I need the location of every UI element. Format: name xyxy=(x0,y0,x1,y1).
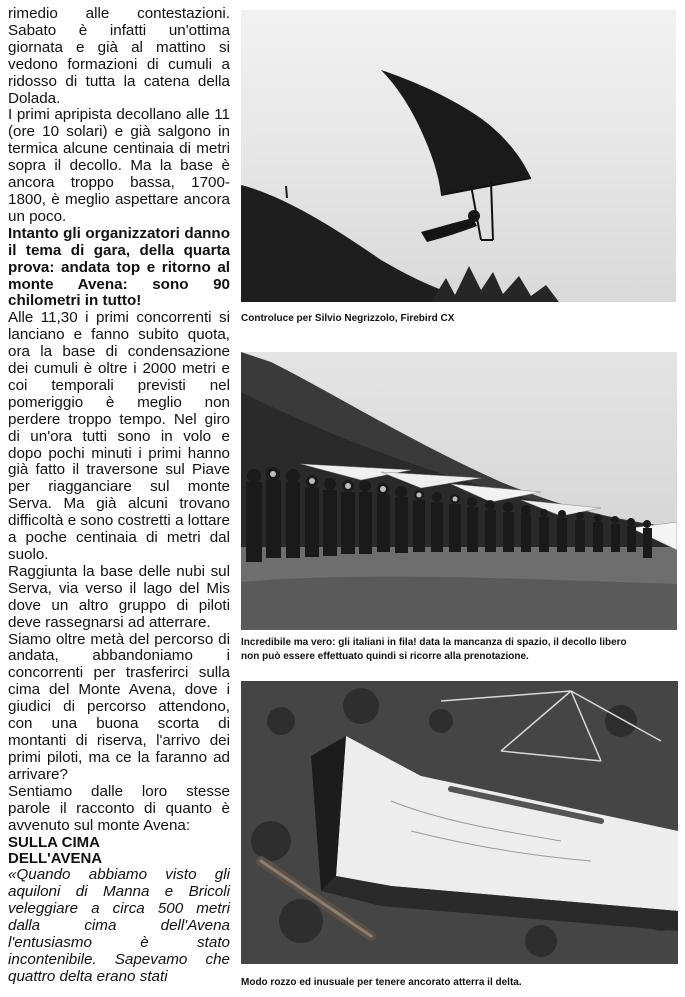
photo-caption: Modo rozzo ed inusuale per tenere ancorato atterra il delta. xyxy=(241,977,522,988)
photo-hang-glider-silhouette xyxy=(241,10,676,302)
paragraph: Sentiamo dalle loro stesse parole il racconto di quanto è avvenuto sul monte Avena: xyxy=(8,782,230,834)
photo-caption-line1: Incredibile ma vero: gli italiani in fila! data la mancanza di spazio, il decollo libero xyxy=(241,637,627,648)
quote-paragraph: «Quando abbiamo visto gli aquiloni di Manna e Bricoli veleggiare a circa 500 metri dalla cima dell'Avena l'entusiasmo è stato incontenibile. Sapevamo che quattro delta erano stati xyxy=(8,866,230,985)
photo-caption: Controluce per Silvio Negrizzolo, Firebird CX xyxy=(241,313,455,324)
lead-paragraph: Intanto gli organizzatori danno il tema di gara, della quarta prova: andata top e ritorno al monte Avena: sono 90 chilometri in tutto! xyxy=(8,224,230,310)
paragraph: I primi apripista decollano alle 11 (ore 10 solari) e già salgono in termica alcune centinaia di metri sopra il decollo. Ma la base è ancora troppo bassa, 1700-1800, è meglio aspettare ancora un poco. xyxy=(8,106,230,225)
article-column xyxy=(8,6,230,986)
paragraph: Siamo oltre metà del percorso di andata, abbandoniamo i concorrenti per trasferirci sulla cima del Monte Avena, dove i giudici di percorso attendono, con una buona scorta di montanti di riserva, l'arrivo dei primi piloti, ma ce la faranno ad arrivare? xyxy=(8,630,230,783)
section-heading-line2: DELL'AVENA xyxy=(8,850,103,868)
photo-anchored-delta xyxy=(241,681,678,964)
photo-caption-line2: non può essere effettuato quindi si ricorre alla prenotazione. xyxy=(241,651,529,662)
paragraph: Alle 11,30 i primi concorrenti si lanciano e fanno subito quota, ora la base di condensazione dei cumuli è oltre i 2000 metri e coi temporali previsti nel pomeriggio è meglio non perdere troppo tempo. Nel giro di un'ora tutti sono in volo e dopo pochi minuti i primi hanno già fatto il traversone sul Piave per riagganciare sul monte Serva. Ma già alcuni trovano difficoltà e sono costretti a lottare a poche centinaia di metri dal suolo. xyxy=(8,309,230,563)
paragraph: rimedio alle contestazioni. Sabato è infatti un'ottima giornata e già al mattino si vedono formazioni di cumuli a ridosso di tutta la catena della Dolada. xyxy=(8,5,230,107)
paragraph: Raggiunta la base delle nubi sul Serva, via verso il lago del Mis dove un altro gruppo di piloti deve rassegnarsi ad atterrare. xyxy=(8,562,230,631)
photo-caption xyxy=(241,636,627,664)
section-heading xyxy=(8,835,230,867)
photo-pilots-in-line xyxy=(241,352,677,630)
section-heading-line1: SULLA CIMA xyxy=(8,834,100,852)
